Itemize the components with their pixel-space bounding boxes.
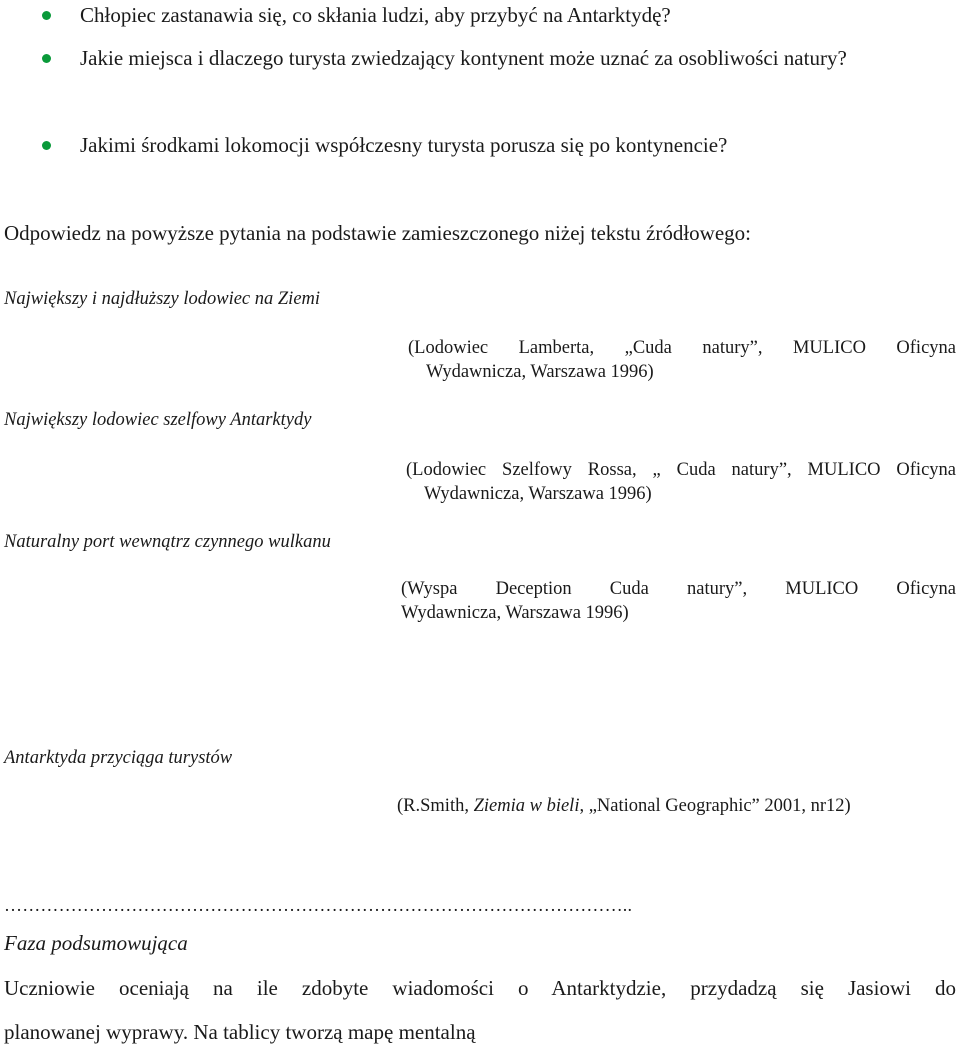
phase-title: Faza podsumowująca [4,931,188,955]
citation-line: (Lodowiec Lamberta, „Cuda natury”, MULICO Oficyna [408,338,956,358]
source-heading: Naturalny port wewnątrz czynnego wulkanu [4,532,331,552]
citation-line: Wydawnicza, Warszawa 1996) [426,362,654,382]
summary-line: Uczniowie oceniają na ile zdobyte wiadomości o Antarktydzie, przydadzą się Jasiowi do [4,976,956,1000]
instruction-text: Odpowiedz na powyższe pytania na podstawie zamieszczonego niżej tekstu źródłowego: [4,221,751,245]
bullet-dot-icon [42,54,51,63]
citation-title: Ziemia w bieli [473,796,580,816]
bullet-dot-icon [42,11,51,20]
question-text: Chłopiec zastanawia się, co skłania ludzi, aby przybyć na Antarktydę? [80,3,671,27]
source-citation [408,336,956,384]
source-heading: Największy lodowiec szelfowy Antarktydy [4,410,312,430]
source-citation [401,577,956,625]
citation-suffix: , „National Geographic” 2001, nr12) [579,796,851,816]
question-text: Jakimi środkami lokomocji współczesny turysta porusza się po kontynencie? [80,133,728,157]
bullet-dot-icon [42,141,51,150]
source-citation [397,794,851,818]
citation-line: Wydawnicza, Warszawa 1996) [424,484,652,504]
source-citation [406,458,956,506]
source-heading: Największy i najdłuższy lodowiec na Ziemi [4,289,321,309]
dotted-separator: ………………………………………………………………………………………….. [4,895,633,915]
source-heading: Antarktyda przyciąga turystów [4,748,233,768]
citation-prefix: (R.Smith, [397,796,474,816]
question-text: Jakie miejsca i dlaczego turysta zwiedzający kontynent może uznać za osobliwości natury? [80,46,847,70]
citation-line: (Wyspa Deception Cuda natury”, MULICO Oficyna [401,579,956,599]
citation-line: (Lodowiec Szelfowy Rossa, „ Cuda natury”, MULICO Oficyna [406,460,956,480]
summary-line: planowanej wyprawy. Na tablicy tworzą mapę mentalną [4,1020,476,1044]
summary-paragraph [4,966,956,1054]
citation-line: Wydawnicza, Warszawa 1996) [401,603,629,623]
